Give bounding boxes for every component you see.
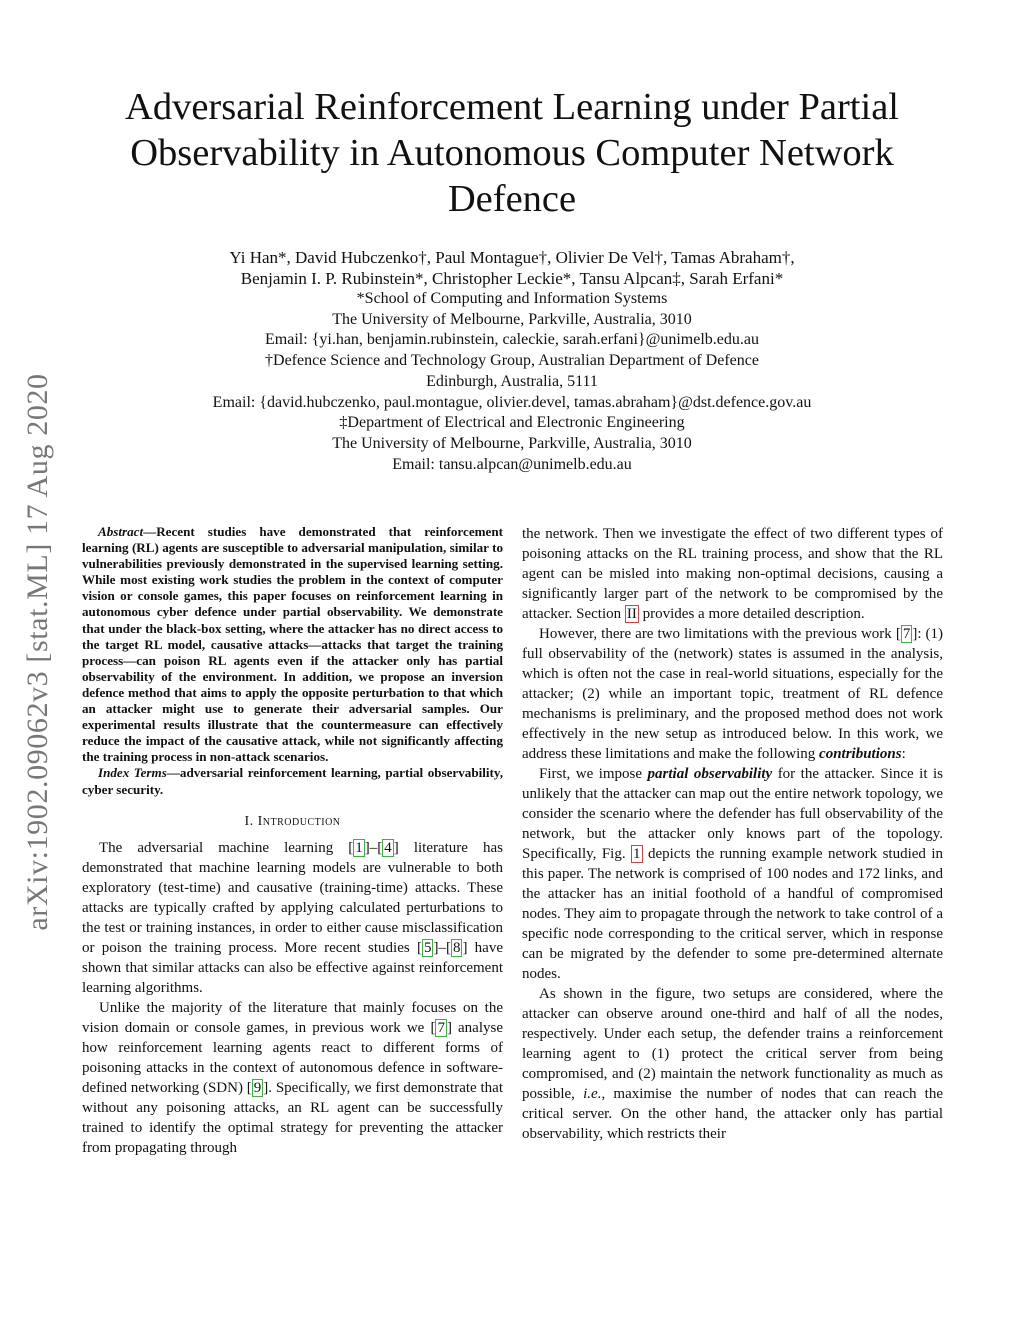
emphasis: i.e.,: [583, 1086, 606, 1102]
title-line-1: Adversarial Reinforcement Learning under Partial: [125, 86, 899, 128]
section-title: Introduction: [257, 813, 341, 829]
affiliation-line: The University of Melbourne, Parkville, Australia, 3010: [332, 310, 692, 328]
citation-link[interactable]: 1: [355, 839, 363, 856]
text-run: provides a more detailed description.: [638, 606, 865, 622]
paragraph: The adversarial machine learning [ 1 ]–[ 4 ] literature has demonstrated that machine learning models are vulnerable to both exploratory (test-time) and causative (training-time) attacks. These attacks are typically crafted by applying calculated perturbations to the test or training instances, in order to either cause misclassification or poison the training process. More recent studies [ 5 ]–[ 8 ] have shown that similar attacks can also be effective against reinforcement learning algorithms.: [82, 839, 503, 996]
affiliation-line: Email: tansu.alpcan@unimelb.edu.au: [392, 455, 632, 473]
text-run: : (1) full observability of the (network) states is assumed in the analysis, which is often not the case in real-world situations, especially for the attacker; (2) while an important topic, treatment of RL defence mechanisms is preliminary, and the proposed method does not work effectively in the new setup as introduced below. In this work, we address these limitations and make the following: [522, 626, 943, 762]
index-terms-label: Index Terms: [98, 765, 167, 781]
text-run: First, we impose: [539, 766, 648, 782]
author-block: [80, 247, 944, 475]
text-run: depicts the running example network studied in this paper. The network is comprised of 100 nodes and 172 links, and the attacker has an initial foothold of a handful of compromised nodes. They aim to propagate through the network to take control of a specific node corresponding to the critical server, which in response can be migrated by the defender to some pre-determined alternate nodes.: [522, 846, 943, 982]
text-run: The adversarial machine learning: [99, 839, 349, 856]
affiliation-line: Edinburgh, Australia, 5111: [426, 372, 598, 390]
citation-link[interactable]: 4: [384, 839, 392, 856]
text-run: –: [369, 839, 378, 856]
text-run: :: [901, 746, 906, 762]
text-run: literature has demonstrated that machine learning models are vulnerable to both exploratory (test-time) and causative (training-time) attacks. These attacks are typically crafted by applying calculated perturbations to the test or training instances, in order to either cause misclassification or poison the training process. More recent studies: [82, 839, 503, 956]
citation-link[interactable]: 5: [423, 939, 432, 956]
citation-link[interactable]: 8: [452, 939, 461, 956]
text-run: for the attacker. Since it is unlikely that the attacker can map out the entire network topology, we consider the scenario where the defender has full observability of the network, but the attacker only knows part of the topology. Specifically, Fig.: [522, 766, 943, 862]
text-run: As shown in the figure, two setups are considered, where the attacker can observe around one-third and half of all the nodes, respectively. Under each setup, the defender trains a reinforcement learning agent to (1) protect the critical server from being compromised, and (2) maintain the network functionality as much as possible,: [522, 986, 943, 1102]
index-terms-text: adversarial reinforcement learning, partial observability, cyber security.: [82, 765, 503, 797]
paragraph: However, there are two limitations with the previous work [ 7 ]: (1) full observability of the (network) states is assumed in the analysis, which is often not the case in real-world situations, especially for the attacker; (2) while an important topic, treatment of RL defence mechanisms is preliminary, and the proposed method does not work effectively in the new setup as introduced below. In this work, we address these limitations and make the following contributions:: [522, 626, 943, 762]
affiliation-line: Email: {yi.han, benjamin.rubinstein, caleckie, sarah.erfani}@unimelb.edu.au: [265, 331, 759, 349]
title-line-3: Defence: [447, 178, 577, 220]
emphasis: contributions: [819, 746, 902, 762]
section-heading: [82, 812, 503, 832]
left-column: [82, 524, 503, 1158]
affiliation-line: †Defence Science and Technology Group, Australian Department of Defence: [265, 352, 759, 370]
author-line-2: Benjamin I. P. Rubinstein*, Christopher Leckie*, Tansu Alpcan‡, Sarah Erfani*: [240, 269, 784, 288]
figure-link[interactable]: 1: [633, 846, 641, 862]
paragraph: [522, 984, 943, 1144]
citation-link[interactable]: 9: [253, 1079, 262, 1096]
abstract-text: Recent studies have demonstrated that reinforcement learning (RL) agents are susceptible to adversarial manipulation, similar to vulnerabilities previously demonstrated in the supervised learning setting. While most existing work studies the problem in the context of computer vision or console games, this paper focuses on reinforcement learning in autonomous cyber defence under partial observability. We demonstrate that under the black-box setting, where the attacker has no direct access to the target RL model, causative attacks—attacks that target the training process—can poison RL agents even if the attacker only has partial observability of the environment. In addition, we propose an inversion defence method that aims to apply the opposite perturbation to that which an attacker might use to generate their adversarial samples. Our experimental results illustrate that the countermeasure can effectively reduce the impact of the causative attack, while not significantly affecting the training process in non-attack scenarios.: [82, 524, 503, 765]
citation-link[interactable]: 7: [437, 1019, 445, 1036]
text-run: analyse how reinforcement learning agents react to different forms of poisoning attacks in the context of autonomous defence in software-defined networking (SDN): [82, 1019, 503, 1096]
author-line-1: Yi Han*, David Hubczenko†, Paul Montague†, Olivier De Vel†, Tamas Abraham†,: [229, 248, 795, 267]
citation-link[interactable]: 7: [902, 626, 911, 642]
affiliation-line: *School of Computing and Information Systems: [356, 290, 668, 307]
abstract-label: Abstract: [98, 524, 144, 539]
text-run: have shown that similar attacks can also be effective against reinforcement learning algorithms.: [82, 939, 503, 996]
text-run: However, there are two limitations with the previous work: [539, 626, 896, 642]
affiliation-line: The University of Melbourne, Parkville, Australia, 3010: [332, 434, 692, 452]
right-column: [522, 524, 943, 1144]
text-run: Unlike the majority of the literature that mainly focuses on the vision domain or console games, in previous work we: [82, 999, 503, 1036]
abstract: Abstract—Recent studies have demonstrated that reinforcement learning (RL) agents are susceptible to adversarial manipulation, similar to vulnerabilities previously demonstrated in the supervised learning setting. While most existing work studies the problem in the context of computer vision or console games, this paper focuses on reinforcement learning in autonomous cyber defence under partial observability. We demonstrate that under the black-box setting, where the attacker has no direct access to the target RL model, causative attacks—attacks that target the training process—can poison RL agents even if the attacker only has partial observability of the environment. In addition, we propose an inversion defence method that aims to apply the opposite perturbation to that which an attacker might use to generate their adversarial samples. Our experimental results illustrate that the countermeasure can effectively reduce the impact of the causative attack, while not significantly affecting the training process in non-attack scenarios.: [82, 524, 503, 765]
text-run: the network. Then we investigate the effect of two different types of poisoning attacks on the RL training process, and show that the RL agent can be misled into making non-optimal decisions, causing a significantly larger part of the network to be compromised by the attacker. Section: [522, 526, 943, 622]
text-run: . Specifically, we first demonstrate that without any poisoning attacks, an RL agent can be successfully trained to identify the optimal strategy for preventing the attacker from propagating through: [82, 1079, 503, 1156]
paragraph: [522, 524, 943, 624]
title-line-2: Observability in Autonomous Computer Network: [130, 132, 894, 174]
arxiv-identifier: arXiv:1902.09062v3 [stat.ML] 17 Aug 2020: [21, 373, 54, 931]
index-terms: Index Terms—adversarial reinforcement learning, partial observability, cyber security.: [82, 765, 503, 797]
text-run: –: [438, 939, 446, 956]
paragraph: [522, 764, 943, 984]
paragraph: Unlike the majority of the literature that mainly focuses on the vision domain or console games, in previous work we [ 7 ] analyse how reinforcement learning agents react to different forms of poisoning attacks in the context of autonomous defence in software-defined networking (SDN) [ 9 ]. Specifically, we first demonstrate that without any poisoning attacks, an RL agent can be successfully trained to identify the optimal strategy for preventing the attacker from propagating through: [82, 999, 503, 1156]
affiliation-line: Email: {david.hubczenko, paul.montague, olivier.devel, tamas.abraham}@dst.defence.gov.au: [212, 393, 812, 411]
affiliation-line: ‡Department of Electrical and Electronic Engineering: [339, 414, 685, 432]
section-number: I.: [244, 813, 254, 829]
section-link[interactable]: II: [626, 606, 637, 622]
emphasis: partial observability: [647, 766, 773, 782]
paper-title: [60, 84, 964, 222]
text-run: maximise the number of nodes that can reach the critical server. On the other hand, the attacker only has partial observability, which restricts their: [522, 1086, 944, 1142]
